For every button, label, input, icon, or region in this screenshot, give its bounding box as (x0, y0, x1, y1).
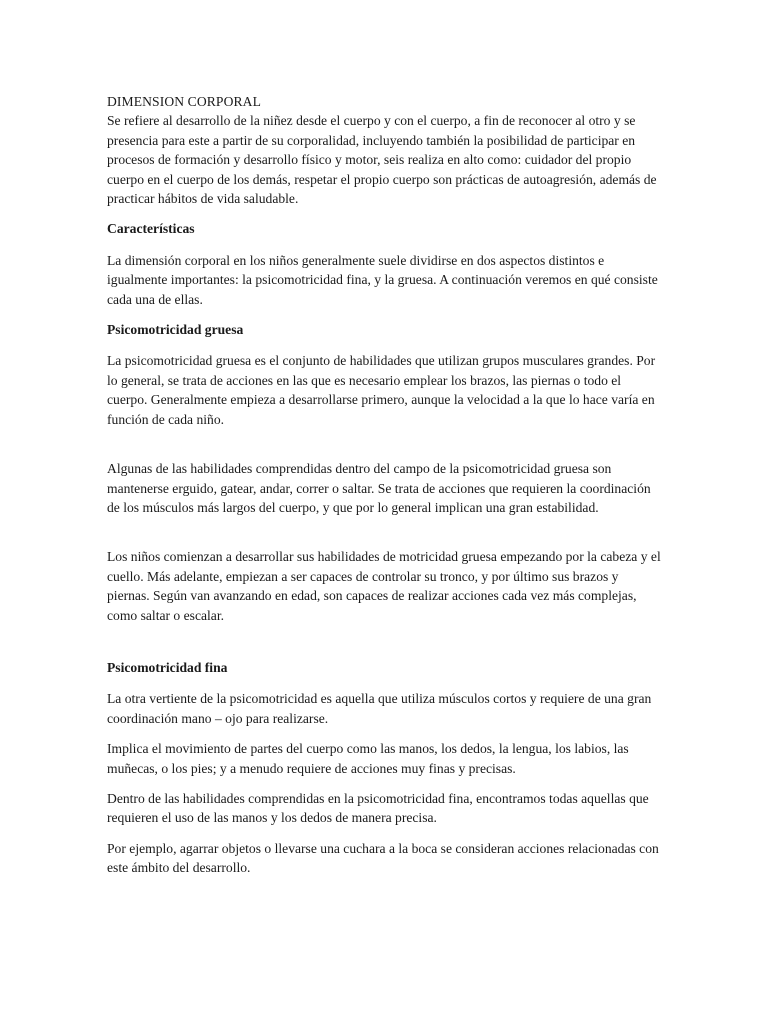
document-title: DIMENSION CORPORAL (107, 94, 261, 109)
document-page (107, 92, 663, 878)
spacer (107, 625, 663, 658)
intro-paragraph: Se refiere al desarrollo de la niñez desde el cuerpo y con el cuerpo, a fin de reconocer al otro y se presencia para este a partir de su corporalidad, incluyendo también la posibilidad de participar en procesos de formación y desarrollo físico y motor, seis realiza en alto como: cuidador del propio cuerpo en el cuerpo de los demás, respetar el propio cuerpo son prácticas de autoagresión, además de practicar hábitos de vida saludable. (107, 113, 657, 207)
paragraph-fina-1: La otra vertiente de la psicomotricidad es aquella que utiliza músculos cortos y requiere de una gran coordinación mano – ojo para realizarse. (107, 691, 652, 726)
paragraph-gruesa-3: Los niños comienzan a desarrollar sus habilidades de motricidad gruesa empezando por la cabeza y el cuello. Más adelante, empiezan a ser capaces de controlar su tronco, y por último sus brazos y piernas. Según van avanzando en edad, son capaces de realizar acciones cada vez más complejas, como saltar o escalar. (107, 549, 661, 623)
paragraph-gruesa-1: La psicomotricidad gruesa es el conjunto de habilidades que utilizan grupos musculares grandes. Por lo general, se trata de acciones en las que es necesario emplear los brazos, las piernas o todo el cuerpo. Generalmente empieza a desarrollarse primero, aunque la velocidad a la que lo hace varía en función de cada niño. (107, 353, 656, 427)
heading-caracteristicas: Características (107, 221, 195, 237)
spacer (107, 677, 663, 689)
spacer (107, 828, 663, 839)
heading-psicomotricidad-fina: Psicomotricidad fina (107, 659, 228, 675)
paragraph-gruesa-2: Algunas de las habilidades comprendidas dentro del campo de la psicomotricidad gruesa son mantenerse erguido, gatear, andar, correr o saltar. Se trata de acciones que requieren la coordinación de los músculos más largos del cuerpo, y que por lo general implican una gran estabilidad. (107, 461, 651, 515)
spacer (107, 239, 663, 251)
heading-psicomotricidad-gruesa: Psicomotricidad gruesa (107, 322, 244, 338)
paragraph-fina-3: Dentro de las habilidades comprendidas en la psicomotricidad fina, encontramos todas aquellas que requieren el uso de las manos y los dedos de manera precisa. (107, 790, 649, 826)
paragraph-fina-2: Implica el movimiento de partes del cuerpo como las manos, los dedos, la lengua, los labios, las muñecas, o los pies; y a menudo requiere de acciones muy finas y precisas. (107, 741, 629, 776)
spacer (107, 208, 663, 219)
spacer (107, 339, 663, 351)
spacer (107, 778, 663, 789)
paragraph-fina-4: Por ejemplo, agarrar objetos o llevarse una cuchara a la boca se consideran acciones relacionadas con este ámbito del desarrollo. (107, 840, 659, 876)
spacer (107, 429, 663, 459)
spacer (107, 728, 663, 739)
spacer (107, 309, 663, 320)
spacer (107, 517, 663, 547)
paragraph-caracteristicas: La dimensión corporal en los niños generalmente suele dividirse en dos aspectos distintos e igualmente importantes: la psicomotricidad fina, y la gruesa. A continuación veremos en qué consiste cada una de ellas. (107, 252, 658, 307)
